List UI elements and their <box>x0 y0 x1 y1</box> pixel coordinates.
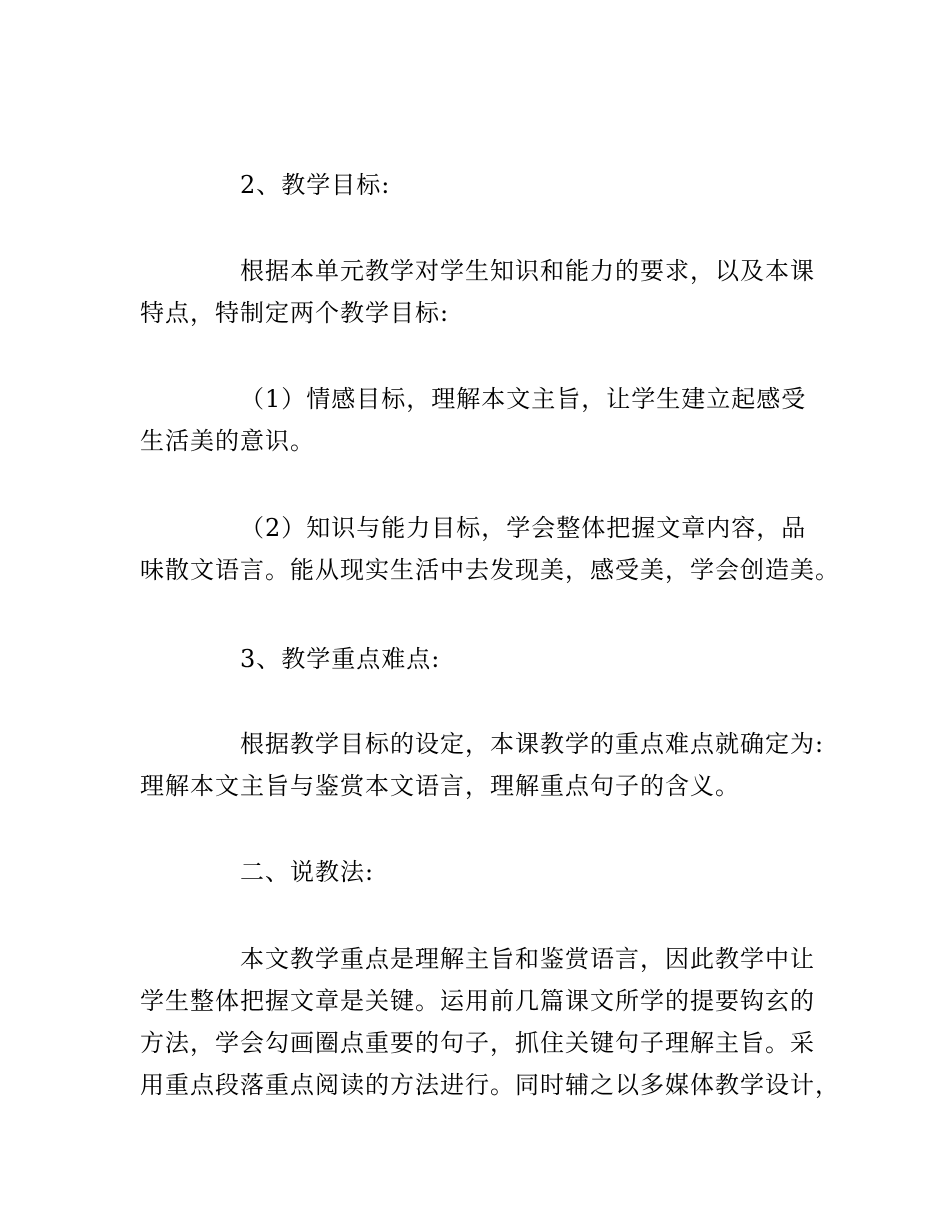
text-line: 根据本单元教学对学生知识和能力的要求，以及本课 <box>240 257 815 285</box>
text-line: 3、教学重点难点: <box>240 645 441 673</box>
text-line: 生活美的意识。 <box>140 427 315 455</box>
text-line: 特点，特制定两个教学目标: <box>140 299 450 327</box>
text-line: 学生整体把握文章是关键。运用前几篇课文所学的提要钩玄的 <box>140 987 815 1015</box>
text-line: （2）知识与能力目标，学会整体把握文章内容，品 <box>240 514 807 542</box>
text-line: 方法，学会勾画圈点重要的句子，抓住关键句子理解主旨。采 <box>140 1029 815 1057</box>
paragraph-methods <box>140 938 840 1106</box>
heading-key-difficult-points <box>140 638 830 680</box>
text-line: 二、说教法: <box>240 858 375 886</box>
text-line: 味散文语言。能从现实生活中去发现美，感受美，学会创造美。 <box>140 556 840 584</box>
text-line: 2、教学目标: <box>240 171 391 199</box>
heading-teaching-goals <box>140 164 830 206</box>
text-line: 根据教学目标的设定，本课教学的重点难点就确定为: <box>240 730 825 758</box>
paragraph-goal-2 <box>140 507 840 591</box>
text-line: 用重点段落重点阅读的方法进行。同时辅之以多媒体教学设计， <box>140 1071 840 1099</box>
heading-teaching-methods <box>140 851 830 893</box>
text-line: （1）情感目标，理解本文主旨，让学生建立起感受 <box>240 385 807 413</box>
text-line: 本文教学重点是理解主旨和鉴赏语言，因此教学中让 <box>240 945 815 973</box>
paragraph-goals-intro <box>140 250 830 334</box>
paragraph-goal-1 <box>140 378 830 462</box>
text-line: 理解本文主旨与鉴赏本文语言，理解重点句子的含义。 <box>140 772 740 800</box>
paragraph-key-points <box>140 723 830 807</box>
